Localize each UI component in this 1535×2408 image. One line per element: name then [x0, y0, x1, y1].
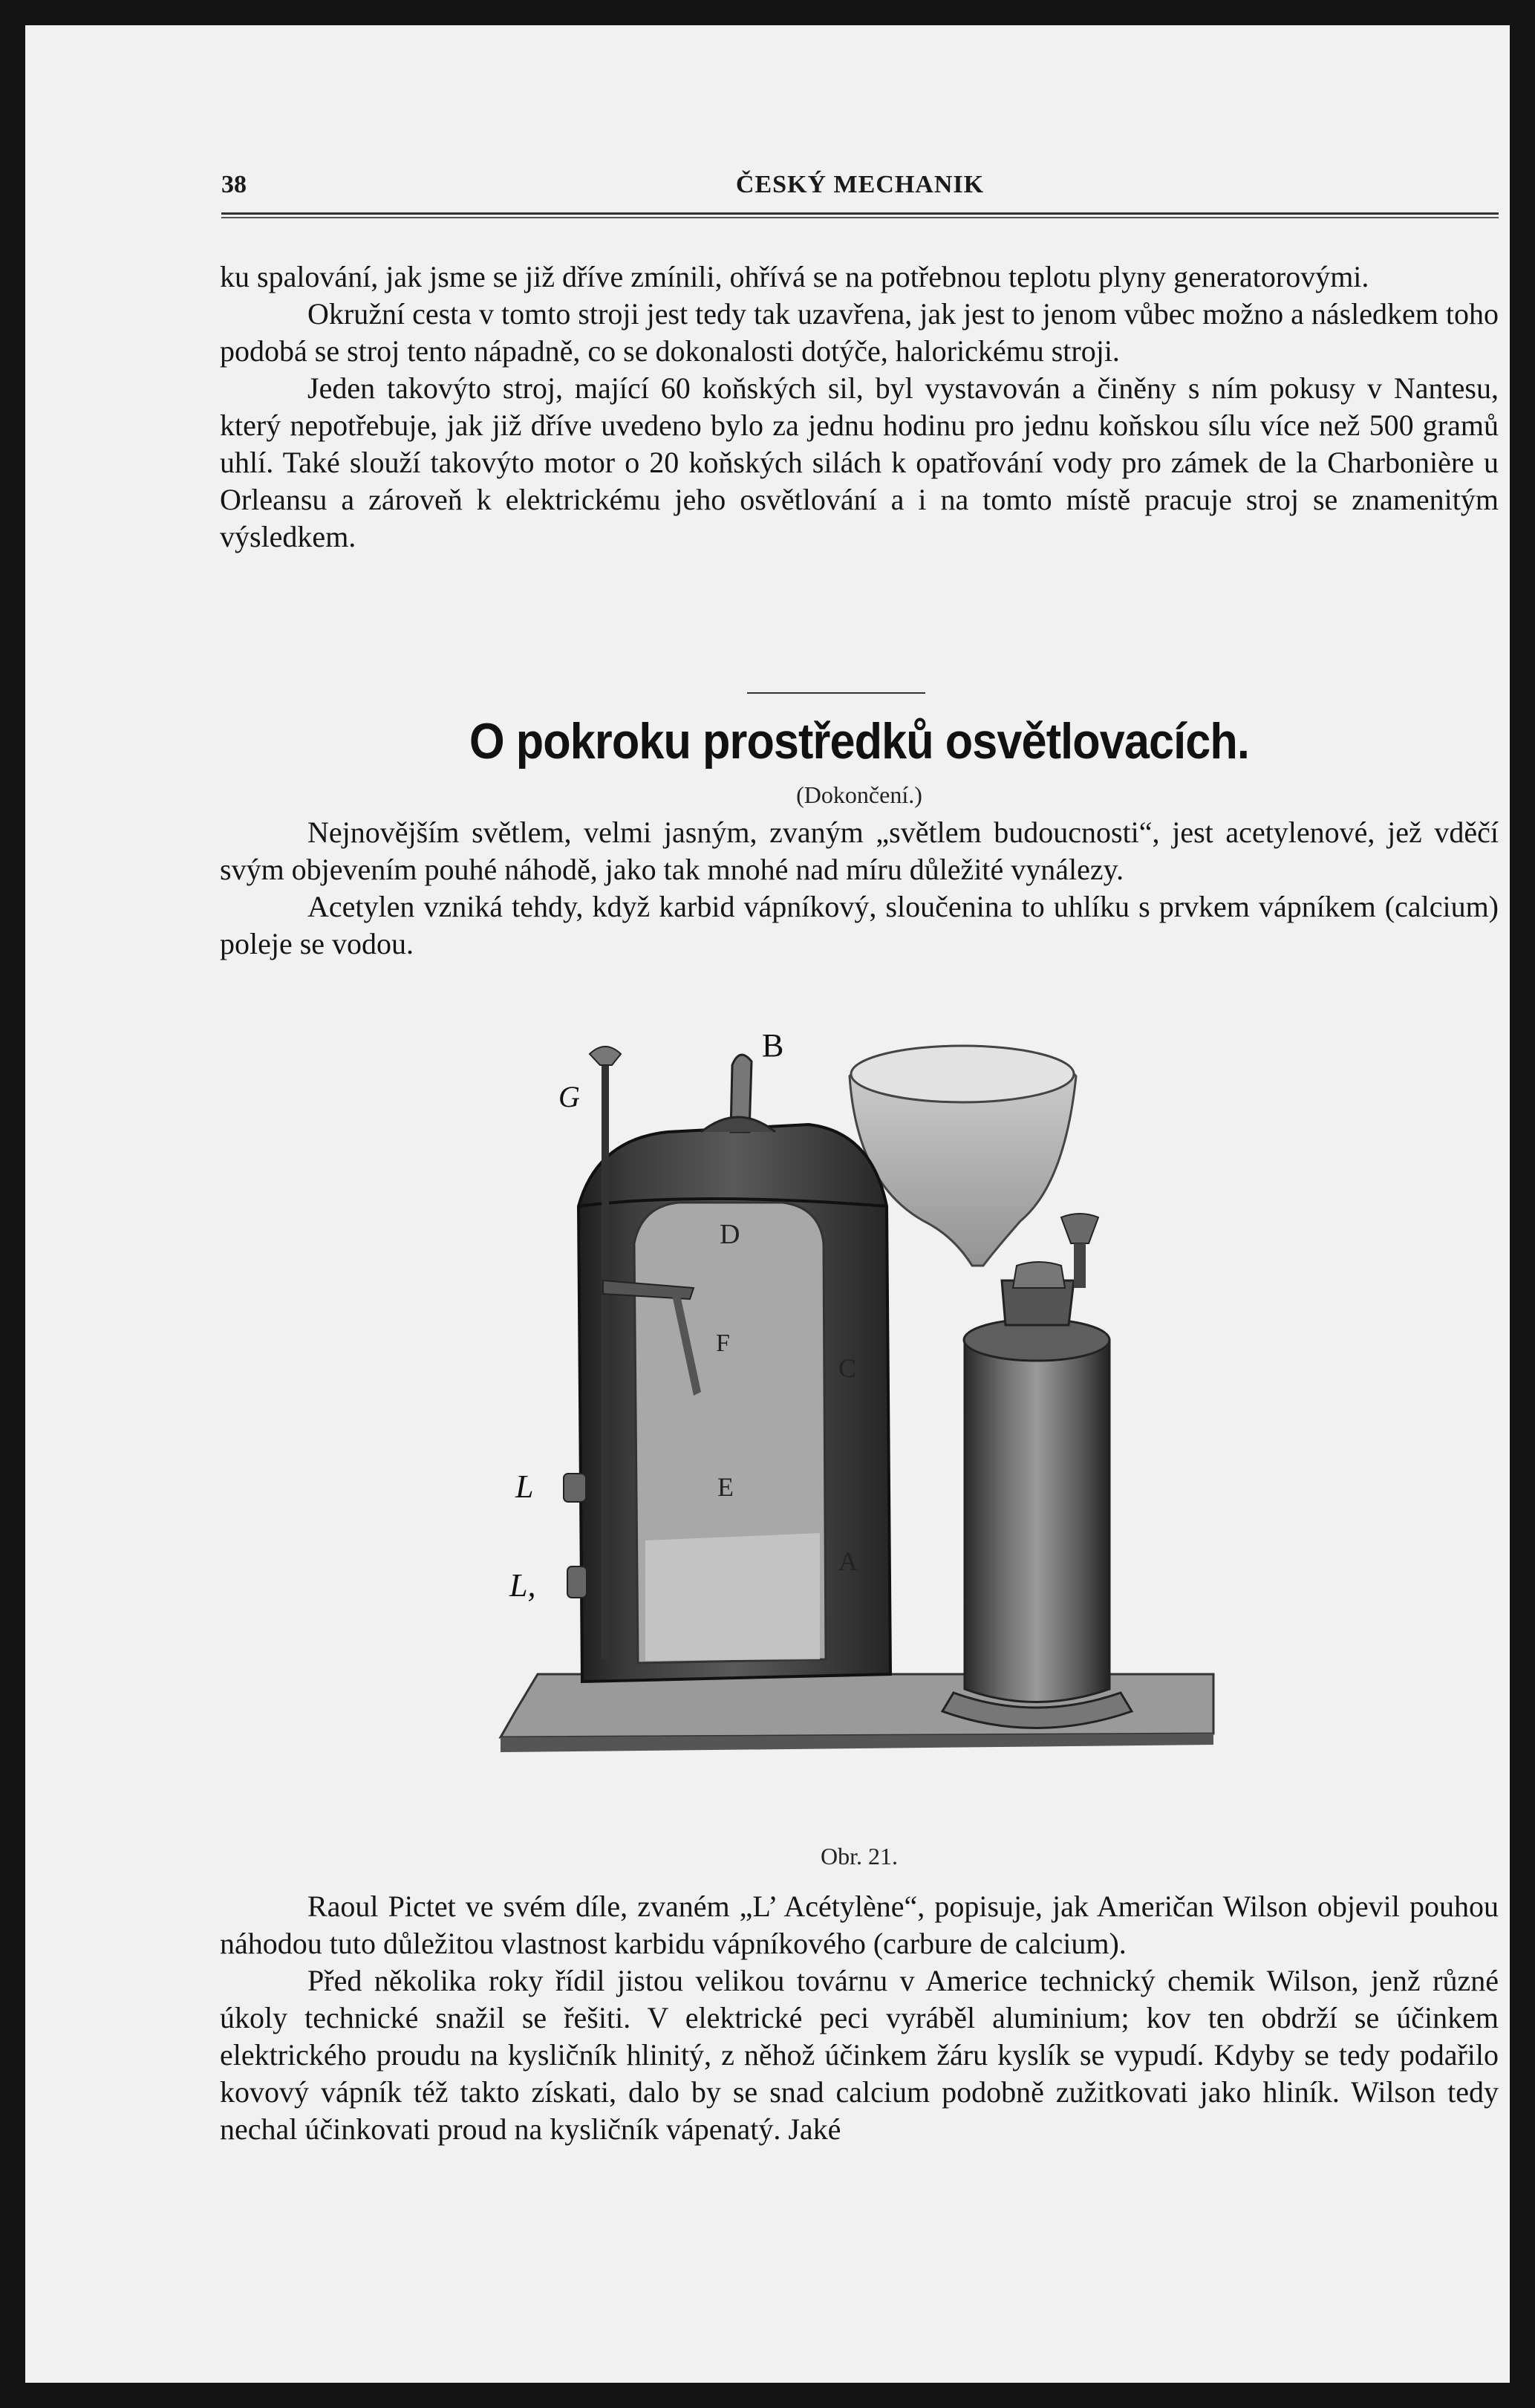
intro-text	[220, 258, 1499, 556]
paragraph: Nejnovějším světlem, velmi jasným, zvaným „světlem budoucnosti“, jest acetylenové, jež vděčí svým objevením pouhé náhodě, jako tak mnohé nad míru důležité vynálezy.	[220, 816, 1499, 886]
paragraph: Před několika roky řídil jistou velikou továrnu v Americe technický chemik Wilson, jenž různé úkoly technické snažil se řešiti. V elektrické peci vyráběl aluminium; kov ten obdrží se účinkem elektrického proudu na kysličník hlinitý, z něhož účinkem žáru kyslík se vypudí. Kdyby se tedy podařilo kovový vápník též takto získati, dalo by se snad calcium podobně zužitkovati jako hliník. Wilson tedy nechal účinkovati proud na kysličník vápenatý. Jaké	[220, 1964, 1499, 2146]
figure-label-a: A	[838, 1546, 858, 1576]
page	[25, 25, 1510, 2383]
section-divider	[747, 692, 925, 694]
acetylene-generator-illustration	[471, 1021, 1228, 1808]
article-title: O pokroku prostředků osvětlovacích.	[469, 713, 1249, 769]
article-subtitle: (Dokončení.)	[796, 781, 922, 808]
header-rule	[221, 212, 1499, 218]
paragraph: Jeden takovýto stroj, mající 60 koňských sil, byl vystavován a činěny s ním pokusy v Nantesu, který nepotřebuje, jak již dříve uvedeno bylo za jednu hodinu pro jednu koňskou sílu více než 500 gramů uhlí. Také slouží takovýto motor o 20 koňských silách k opatřování vody pro zámek de la Charbonière u Orleansu a zároveň k elektrickému jeho osvětlování a i na tomto místě pracuje stroj se znamenitým výsledkem.	[220, 371, 1499, 553]
paragraph: Acetylen vzniká tehdy, když karbid vápníkový, sloučenina to uhlíku s prvkem vápníkem (calcium) poleje se vodou.	[220, 890, 1499, 960]
paragraph: ku spalování, jak jsme se již dříve zmínili, ohřívá se na potřebnou teplotu plyny generatorovými.	[220, 260, 1369, 293]
figure-label-f: F	[716, 1330, 730, 1357]
figure-label-c: C	[838, 1353, 857, 1383]
figure-label-b: B	[762, 1027, 784, 1064]
figure-label-d: D	[720, 1219, 740, 1250]
article-text	[220, 814, 1499, 963]
figure-label-g: G	[558, 1080, 580, 1113]
figure-caption: Obr. 21.	[821, 1843, 898, 1870]
journal-title: ČESKÝ MECHANIK	[735, 171, 985, 198]
figure-label-e: E	[717, 1472, 734, 1502]
figure-label-l1: L,	[509, 1567, 536, 1604]
continuation-text	[220, 1888, 1499, 2148]
page-header	[221, 171, 1499, 202]
figure-label-l: L	[515, 1468, 534, 1505]
paragraph: Okružní cesta v tomto stroji jest tedy tak uzavřena, jak jest to jenom vůbec možno a následkem toho podobá se stroj tento nápadně, co se dokonalosti dotýče, halorickému stroji.	[220, 297, 1499, 368]
page-number: 38	[221, 171, 247, 198]
paragraph: Raoul Pictet ve svém díle, zvaném „L’ Acétylène“, popisuje, jak Američan Wilson objevil pouhou náhodou tuto důležitou vlastnost karbidu vápníkového (carbure de calcium).	[220, 1890, 1499, 1960]
